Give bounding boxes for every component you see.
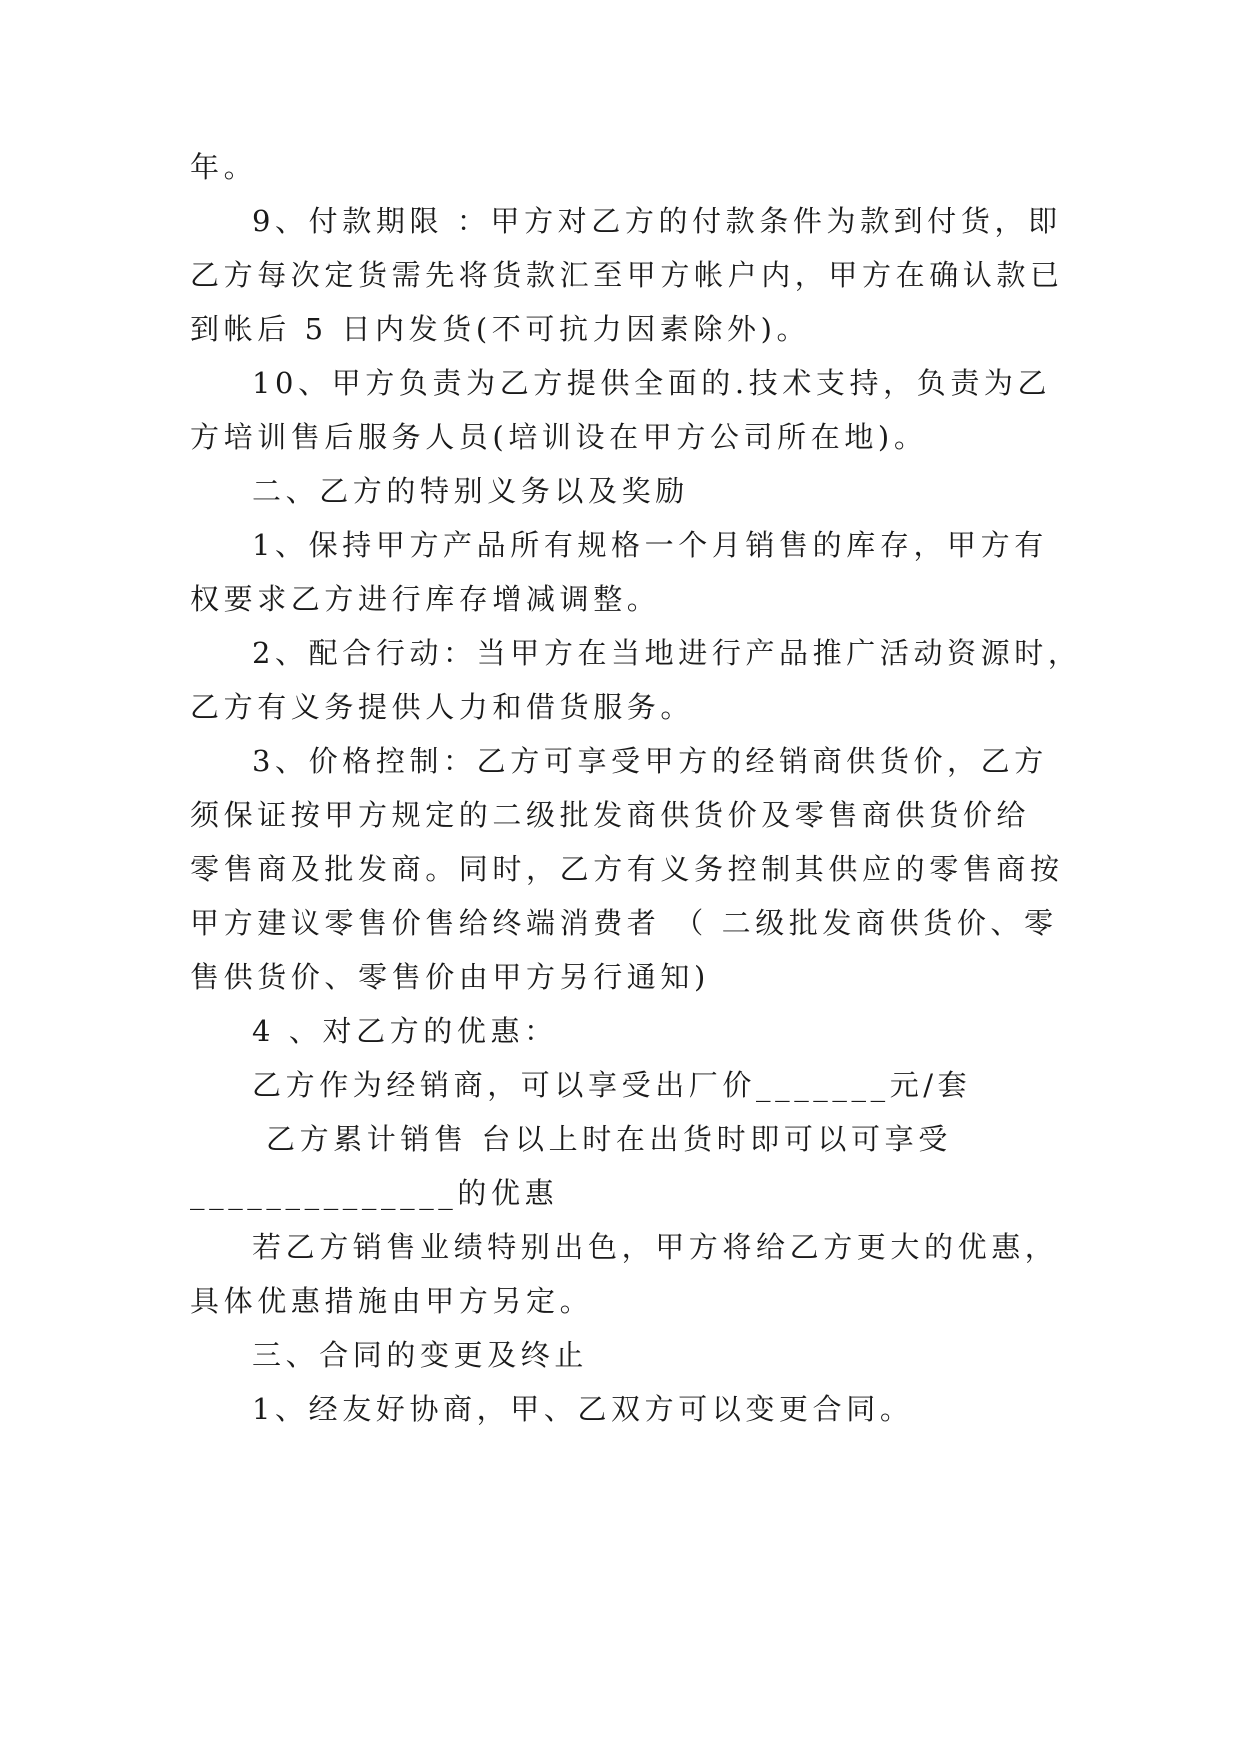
text-line-20: ______________的优惠: [190, 1176, 559, 1210]
section-heading-3: 三、合同的变更及终止: [252, 1338, 589, 1372]
text-line-4: 到帐后 5 日内发货(不可抗力因素除外)。: [190, 312, 811, 346]
text-line-15: 甲方建议零售价售给终端消费者 （ 二级批发商供货价、零: [190, 906, 1058, 940]
section-heading-2: 二、乙方的特别义务以及奖励: [252, 474, 689, 508]
text-line-13: 须保证按甲方规定的二级批发商供货价及零售商供货价给: [190, 798, 1031, 832]
text-line-24: 1、经友好协商，甲、乙双方可以变更合同。: [252, 1392, 914, 1426]
text-line-22: 具体优惠措施由甲方另定。: [190, 1284, 594, 1318]
text-line-12: 3、价格控制：乙方可享受甲方的经销商供货价，乙方: [252, 744, 1048, 778]
text-line-10: 2、配合行动：当甲方在当地进行产品推广活动资源时，: [252, 636, 1082, 670]
text-line-3: 乙方每次定货需先将货款汇至甲方帐户内，甲方在确认款已: [190, 258, 1064, 292]
text-line-2: 9、付款期限 ：甲方对乙方的付款条件为款到付货，即: [252, 204, 1062, 238]
text-line-8: 1、保持甲方产品所有规格一个月销售的库存，甲方有: [252, 528, 1048, 562]
text-line-9: 权要求乙方进行库存增减调整。: [190, 582, 661, 616]
text-line-5: 10、甲方负责为乙方提供全面的.技术支持，负责为乙: [252, 366, 1052, 400]
text-line-17: 4 、对乙方的优惠：: [252, 1014, 558, 1048]
text-line-6: 方培训售后服务人员(培训设在甲方公司所在地)。: [190, 420, 928, 454]
text-line-11: 乙方有义务提供人力和借货服务。: [190, 690, 695, 724]
text-line-1: 年。: [190, 150, 258, 184]
text-line-21: 若乙方销售业绩特别出色，甲方将给乙方更大的优惠，: [252, 1230, 1059, 1264]
text-line-18: 乙方作为经销商，可以享受出厂价_______元/套: [252, 1068, 972, 1102]
text-line-19: 乙方累计销售 台以上时在出货时即可以可享受: [266, 1122, 952, 1156]
text-line-14: 零售商及批发商。同时，乙方有义务控制其供应的零售商按: [190, 852, 1064, 886]
text-line-16: 售供货价、零售价由甲方另行通知): [190, 960, 710, 994]
